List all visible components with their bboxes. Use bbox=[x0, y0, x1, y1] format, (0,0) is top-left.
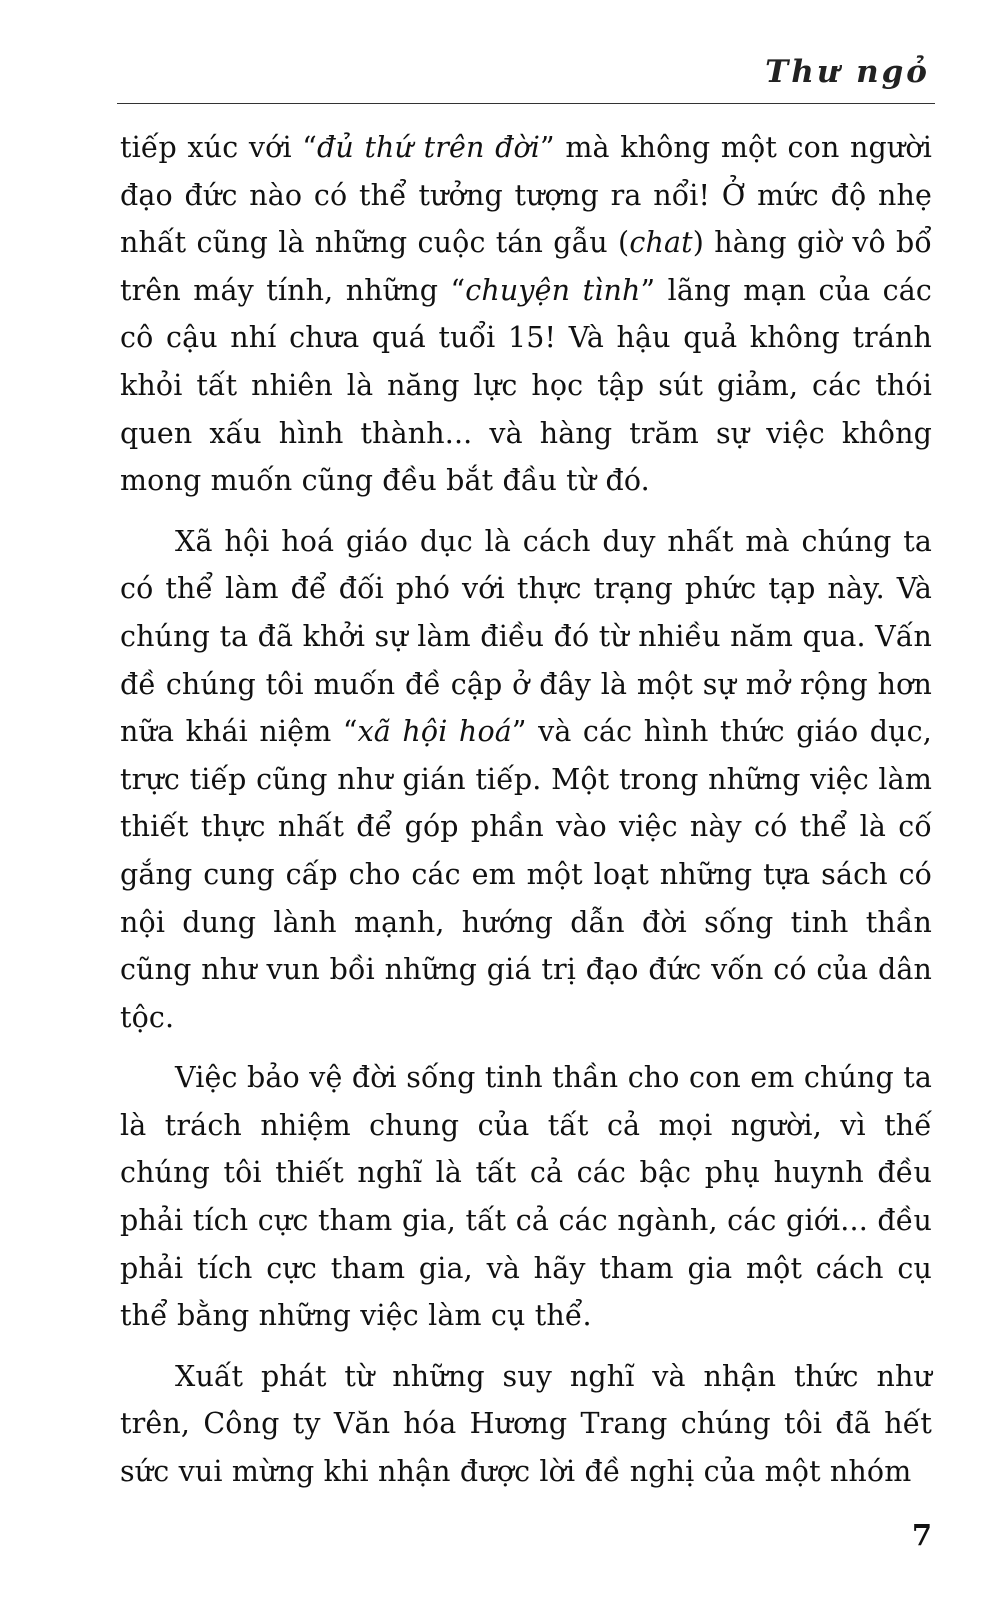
text-segment: Xuất phát từ những suy nghĩ và nhận thức như trên, Công ty Văn hóa Hương Trang chúng tôi đã hết sức vui mừng khi nhận được lời đề nghị của một nhóm bbox=[120, 1359, 932, 1489]
text-segment: ” lãng mạn của các cô cậu nhí chưa quá tuổi 15! Và hậu quả không tránh khỏi tất nhiên là năng lực học tập sút giảm, các thói quen xấu hình thành... và hàng trăm sự việc không mong muốn cũng đều bắt đầu từ đó. bbox=[120, 273, 933, 498]
emphasis-text: chat bbox=[629, 226, 693, 260]
emphasis-text: xã hội hoá bbox=[357, 715, 512, 749]
body-text bbox=[120, 124, 932, 1496]
paragraph-4 bbox=[120, 1353, 932, 1496]
header-divider bbox=[117, 103, 935, 104]
text-segment: ) hàng giờ vô bổ trên máy tính, những “ bbox=[120, 226, 932, 307]
emphasis-text: đủ thứ trên đời bbox=[317, 131, 541, 164]
paragraph-3 bbox=[120, 1054, 932, 1340]
page-number: 7 bbox=[911, 1518, 932, 1552]
text-segment: ” mà không một con người đạo đức nào có thể tưởng tượng ra nổi! Ở mức độ nhẹ nhất cũng là những cuộc tán gẫu ( bbox=[120, 131, 932, 260]
text-segment: ” và các hình thức giáo dục, trực tiếp cũng như gián tiếp. Một trong những việc làm thiết thực nhất để góp phần vào việc này có thể là cố gắng cung cấp cho các em một loạt những tựa sách có nội dung lành mạnh, hướng dẫn đời sống tinh thần cũng như vun bồi những giá trị đạo đức vốn có của dân tộc. bbox=[120, 715, 932, 1034]
text-segment: Xã hội hoá giáo dục là cách duy nhất mà chúng ta có thể làm để đối phó với thực trạng phức tạp này. Và chúng ta đã khởi sự làm điều đó từ nhiều năm qua. Vấn đề chúng tôi muốn đề cập ở đây là một sự mở rộng hơn nữa khái niệm “ bbox=[120, 524, 932, 749]
text-segment: tiếp xúc với “ bbox=[120, 131, 317, 164]
running-header-title: Thư ngỏ bbox=[765, 54, 930, 90]
emphasis-text: chuyện tình bbox=[465, 273, 641, 307]
paragraph-2 bbox=[120, 518, 932, 1042]
text-segment: Việc bảo vệ đời sống tinh thần cho con em chúng ta là trách nhiệm chung của tất cả mọi người, vì thế chúng tôi thiết nghĩ là tất cả các bậc phụ huynh đều phải tích cực tham gia, tất cả các ngành, các giới... đều phải tích cực tham gia, và hãy tham gia một cách cụ thể bằng những việc làm cụ thể. bbox=[120, 1061, 932, 1333]
paragraph-1 bbox=[120, 124, 932, 505]
